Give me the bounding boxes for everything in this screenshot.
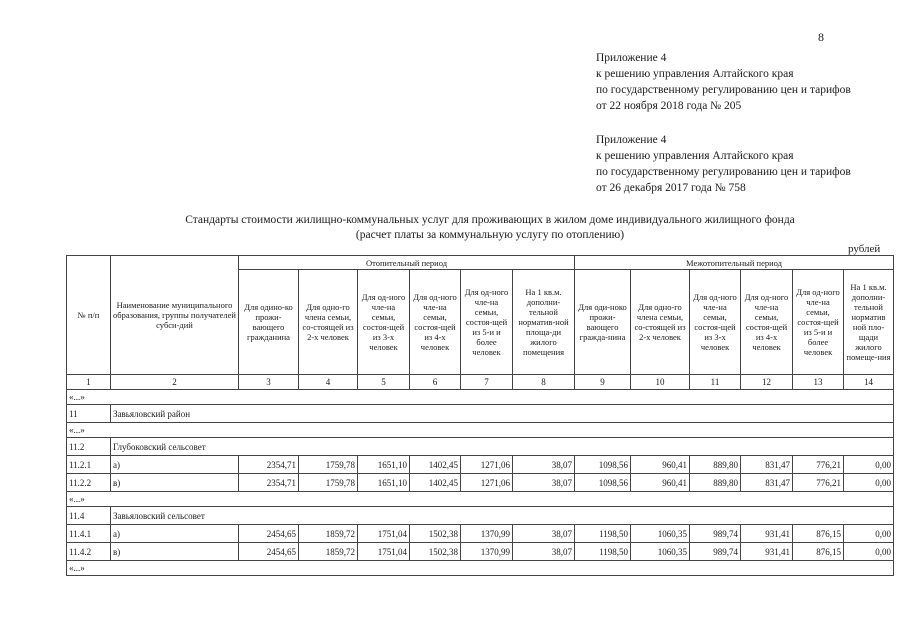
- row-value: 931,41: [741, 543, 793, 561]
- row-code: 11.2.2: [67, 474, 111, 492]
- header-heating-col: Для од-ного чле-на семьи, состоя-щей из 3-х человек: [358, 270, 410, 375]
- ellipsis-row: [67, 423, 894, 438]
- column-number: 4: [299, 375, 358, 390]
- ellipsis-row: [67, 561, 894, 576]
- ellipsis-cell: «...»: [67, 423, 894, 438]
- title-line-2: (расчет платы за коммунальную услугу по отоплению): [355, 229, 625, 241]
- row-value: 0,00: [844, 456, 894, 474]
- appendix-line: по государственному регулированию цен и тарифов: [596, 84, 851, 96]
- row-label: а): [111, 456, 239, 474]
- row-label: а): [111, 525, 239, 543]
- row-value: 989,74: [690, 525, 741, 543]
- section-code: 11.2: [67, 438, 111, 456]
- appendix-previous: [596, 132, 851, 196]
- header-heating-col: На 1 кв.м. дополни-тельной норматив-ной площа-ди жилого помещения: [513, 270, 575, 375]
- header-interheating-period: Межотопительный период: [575, 256, 894, 270]
- header-heating-col: Для одино-ко прожи-вающего гражданина: [239, 270, 299, 375]
- section-row: [67, 507, 894, 525]
- row-value: 1759,78: [299, 456, 358, 474]
- row-value: 931,41: [741, 525, 793, 543]
- row-label: в): [111, 543, 239, 561]
- table-row: [67, 543, 894, 561]
- row-value: 1502,38: [410, 525, 461, 543]
- document-title: [150, 213, 830, 243]
- row-value: 960,41: [631, 474, 690, 492]
- section-row: [67, 438, 894, 456]
- table-row: [67, 525, 894, 543]
- column-number: 7: [461, 375, 513, 390]
- ellipsis-row: [67, 390, 894, 405]
- row-value: 2454,65: [239, 525, 299, 543]
- row-value: 889,80: [690, 474, 741, 492]
- row-value: 2454,65: [239, 543, 299, 561]
- row-value: 1060,35: [631, 525, 690, 543]
- row-value: 2354,71: [239, 474, 299, 492]
- ellipsis-cell: «...»: [67, 390, 894, 405]
- appendix-line: от 22 ноября 2018 года № 205: [596, 100, 742, 112]
- row-value: 2354,71: [239, 456, 299, 474]
- row-code: 11.4.1: [67, 525, 111, 543]
- header-interheating-col: Для одно-го члена семьи, со-стоящей из 2-х человек: [631, 270, 690, 375]
- row-value: 876,15: [793, 543, 844, 561]
- district-row: [67, 405, 894, 423]
- row-value: 1370,99: [461, 525, 513, 543]
- column-number: 12: [741, 375, 793, 390]
- column-number: 11: [690, 375, 741, 390]
- appendix-line: Приложение 4: [596, 52, 667, 64]
- row-code: 11.4.2: [67, 543, 111, 561]
- row-value: 0,00: [844, 474, 894, 492]
- ellipsis-cell: «...»: [67, 561, 894, 576]
- header-interheating-col: Для од-ного чле-на семьи, состоя-щей из 3-х человек: [690, 270, 741, 375]
- row-value: 1098,56: [575, 456, 631, 474]
- row-value: 1502,38: [410, 543, 461, 561]
- column-number: 2: [111, 375, 239, 390]
- column-number: 5: [358, 375, 410, 390]
- row-value: 960,41: [631, 456, 690, 474]
- column-number: 14: [844, 375, 894, 390]
- header-interheating-col: Для од-ного чле-на семьи, состоя-щей из 4-х человек: [741, 270, 793, 375]
- column-number: 10: [631, 375, 690, 390]
- ellipsis-row: [67, 492, 894, 507]
- column-number: 6: [410, 375, 461, 390]
- row-value: 1402,45: [410, 456, 461, 474]
- row-value: 1198,50: [575, 525, 631, 543]
- row-value: 1751,04: [358, 543, 410, 561]
- appendix-line: по государственному регулированию цен и тарифов: [596, 166, 851, 178]
- row-code: 11.2.1: [67, 456, 111, 474]
- column-number: 8: [513, 375, 575, 390]
- row-value: 38,07: [513, 525, 575, 543]
- table-row: [67, 456, 894, 474]
- section-code: 11.4: [67, 507, 111, 525]
- row-value: 1098,56: [575, 474, 631, 492]
- page-number: 8: [818, 30, 824, 44]
- row-value: 1651,10: [358, 474, 410, 492]
- appendix-current: [596, 50, 851, 114]
- row-value: 1198,50: [575, 543, 631, 561]
- row-value: 1402,45: [410, 474, 461, 492]
- appendix-line: к решению управления Алтайского края: [596, 68, 794, 80]
- row-value: 38,07: [513, 543, 575, 561]
- section-name: Глубоковский сельсовет: [111, 438, 894, 456]
- row-value: 1751,04: [358, 525, 410, 543]
- column-number: 9: [575, 375, 631, 390]
- row-value: 1651,10: [358, 456, 410, 474]
- row-value: 776,21: [793, 474, 844, 492]
- header-interheating-col: Для од-ного чле-на семьи, состоя-щей из 5-и и более человек: [793, 270, 844, 375]
- row-value: 0,00: [844, 525, 894, 543]
- column-number-row: [67, 375, 894, 390]
- column-number: 3: [239, 375, 299, 390]
- section-name: Завьяловский сельсовет: [111, 507, 894, 525]
- section-name: Завьяловский район: [111, 405, 894, 423]
- row-value: 831,47: [741, 474, 793, 492]
- row-value: 776,21: [793, 456, 844, 474]
- row-label: в): [111, 474, 239, 492]
- row-value: 831,47: [741, 456, 793, 474]
- header-interheating-col: Для оди-ноко прожи-вающего гражда-нина: [575, 270, 631, 375]
- row-value: 38,07: [513, 456, 575, 474]
- row-value: 1759,78: [299, 474, 358, 492]
- units-label: рублей: [848, 243, 881, 255]
- header-heating-col: Для од-ного чле-на семьи, состоя-щей из 5-и и более человек: [461, 270, 513, 375]
- row-value: 1859,72: [299, 543, 358, 561]
- column-number: 13: [793, 375, 844, 390]
- header-heating-col: Для одно-го члена семьи, со-стоящей из 2-х человек: [299, 270, 358, 375]
- row-value: 1859,72: [299, 525, 358, 543]
- row-value: 876,15: [793, 525, 844, 543]
- header-heating-col: Для од-ного чле-на семьи, состоя-щей из 4-х человек: [410, 270, 461, 375]
- table-row: [67, 474, 894, 492]
- column-number: 1: [67, 375, 111, 390]
- row-value: 1060,35: [631, 543, 690, 561]
- section-code: 11: [67, 405, 111, 423]
- header-name: Наименование муниципального образования, группы получателей субси-дий: [111, 256, 239, 375]
- row-value: 1370,99: [461, 543, 513, 561]
- row-value: 1271,06: [461, 474, 513, 492]
- appendix-line: от 26 декабря 2017 года № 758: [596, 182, 746, 194]
- row-value: 1271,06: [461, 456, 513, 474]
- header-num: № п/п: [67, 256, 111, 375]
- standards-table: [66, 255, 894, 576]
- appendix-line: к решению управления Алтайского края: [596, 150, 794, 162]
- row-value: 38,07: [513, 474, 575, 492]
- appendix-line: Приложение 4: [596, 134, 667, 146]
- header-heating-period: Отопительный период: [239, 256, 575, 270]
- header-interheating-col: На 1 кв.м. дополни-тельной норматив ной пло-щади жилого помеще-ния: [844, 270, 894, 375]
- ellipsis-cell: «...»: [67, 492, 894, 507]
- row-value: 889,80: [690, 456, 741, 474]
- row-value: 0,00: [844, 543, 894, 561]
- row-value: 989,74: [690, 543, 741, 561]
- title-line-1: Стандарты стоимости жилищно-коммунальных услуг для проживающих в жилом доме индивидуального жилищного фонда: [185, 214, 795, 226]
